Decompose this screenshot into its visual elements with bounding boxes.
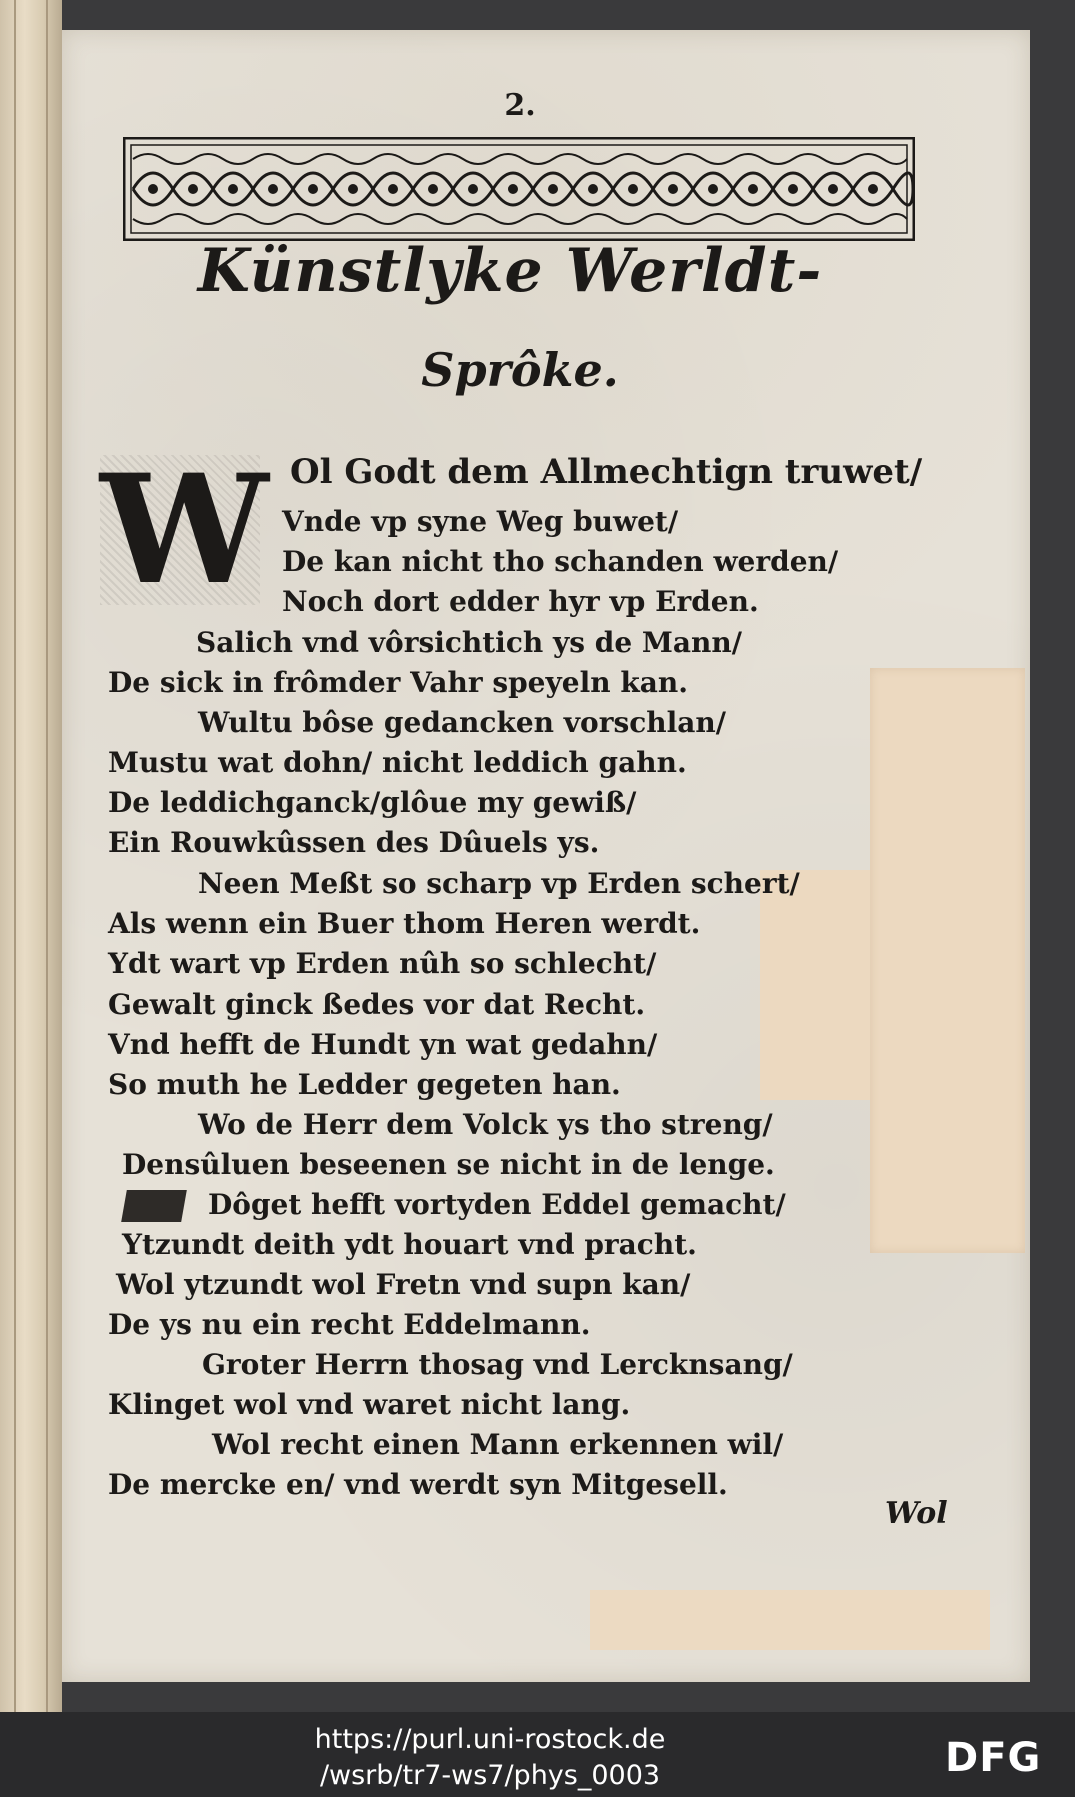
poem-subtitle: Sprôke.	[421, 343, 619, 397]
verse-line: Noch dort edder hyr vp Erden.	[282, 585, 759, 618]
verse-line: Ol Godt dem Allmechtign truwet/	[290, 452, 923, 492]
ink-smudge	[121, 1190, 187, 1222]
verse-line: Wol recht einen Mann erkennen wil/	[212, 1428, 784, 1461]
verse-line: Klinget wol vnd waret nicht lang.	[108, 1388, 631, 1421]
verse-line: Groter Herrn thosag vnd Lercknsang/	[202, 1348, 793, 1381]
verse-line: Wultu bôse gedancken vorschlan/	[198, 706, 726, 739]
verse-line: De leddichganck/glôue my gewiß/	[108, 786, 637, 819]
page-number: 2.	[504, 88, 536, 123]
spine-edge-line	[46, 0, 48, 1712]
verse-line: Ydt wart vp Erden nûh so schlecht/	[108, 947, 657, 980]
verse-line: De sick in frômder Vahr speyeln kan.	[108, 666, 688, 699]
verse-line: Neen Meßt so scharp vp Erden schert/	[198, 867, 800, 900]
verse-line: Vnd hefft de Hundt yn wat gedahn/	[108, 1028, 658, 1061]
verse-line: So muth he Ledder gegeten han.	[108, 1068, 621, 1101]
poem-title: Künstlyke Werldt-	[197, 236, 823, 306]
ornament-border	[123, 137, 915, 241]
verse-line: De ys nu ein recht Eddelmann.	[108, 1308, 591, 1341]
book-spine	[0, 0, 62, 1712]
decorated-initial: W	[100, 442, 269, 618]
source-url-line: /wsrb/tr7-ws7/phys_0003	[319, 1760, 661, 1791]
verse-line: Als wenn ein Buer thom Heren werdt.	[108, 907, 701, 940]
verse-line: Ein Rouwkûssen des Dûuels ys.	[108, 826, 600, 859]
verse-line: Ytzundt deith ydt houart vnd pracht.	[122, 1228, 697, 1261]
source-url-line: https://purl.uni-rostock.de	[314, 1724, 666, 1755]
verse-line: Gewalt ginck ßedes vor dat Recht.	[108, 988, 646, 1021]
verse-line: Wol ytzundt wol Fretn vnd supn kan/	[116, 1268, 691, 1301]
verse-line: Salich vnd vôrsichtich ys de Mann/	[196, 626, 742, 659]
verse-line: De kan nicht tho schanden werden/	[282, 545, 839, 578]
verse-line: Wo de Herr dem Volck ys tho streng/	[198, 1108, 773, 1141]
dfg-logo: DFG	[945, 1735, 1042, 1781]
source-url[interactable]	[260, 1722, 720, 1794]
verse-line: Vnde vp syne Weg buwet/	[282, 505, 679, 538]
paper-repair-patch	[870, 668, 1025, 1253]
paper-repair-patch	[590, 1590, 990, 1650]
verse-line: Dôget hefft vortyden Eddel gemacht/	[208, 1188, 786, 1221]
catchword: Wol	[885, 1496, 948, 1531]
verse-line: De mercke en/ vnd werdt syn Mitgesell.	[108, 1468, 728, 1501]
spine-edge-line	[14, 0, 16, 1712]
verse-line: Densûluen beseenen se nicht in de lenge.	[122, 1148, 775, 1181]
verse-line: Mustu wat dohn/ nicht leddich gahn.	[108, 746, 687, 779]
paper-repair-patch	[760, 870, 880, 1100]
